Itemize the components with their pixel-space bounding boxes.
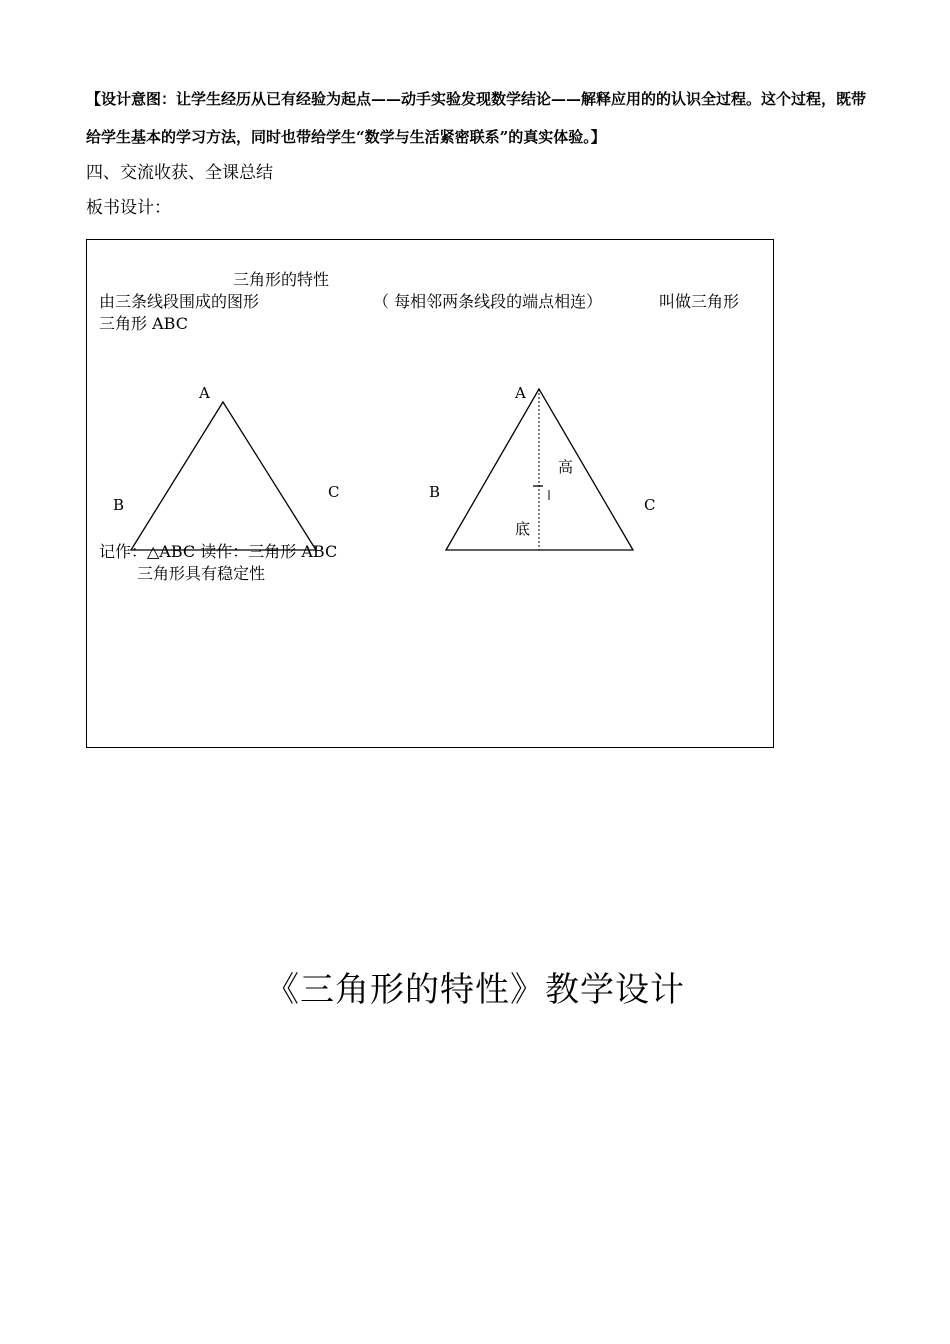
t2-vertex-a: A	[515, 384, 526, 402]
notation-text: 记作：△ABC 读作：三角形 ABC	[99, 542, 338, 561]
document-title: 《三角形的特性》教学设计	[265, 970, 685, 1010]
height-label: 高	[558, 458, 574, 476]
triangle-abc	[131, 402, 316, 550]
board-title: 三角形的特性	[233, 270, 330, 289]
t1-vertex-b: B	[113, 496, 125, 514]
section-heading: 四、交流收获、全课总结	[86, 163, 273, 183]
t2-vertex-c: C	[644, 496, 656, 514]
t1-vertex-a: A	[199, 384, 210, 402]
design-intent-paragraph: 【设计意图：让学生经历从已有经验为起点——动手实验发现数学结论——解释应用的的认识全过程。这个过程，既带给学生基本的学习方法，同时也带给学生“数学与生活紧密联系”的真实体验。】	[86, 90, 867, 146]
base-label: 底	[515, 520, 531, 538]
t2-vertex-b: B	[429, 483, 441, 501]
blackboard-design-box	[86, 239, 774, 748]
definition-part2: （ 每相邻两条线段的端点相连）	[373, 292, 603, 311]
definition-part1: 由三条线段围成的图形	[99, 292, 260, 311]
t1-vertex-c: C	[328, 483, 340, 501]
definition-part3: 叫做三角形	[659, 292, 740, 311]
stability-text: 三角形具有稳定性	[137, 564, 266, 583]
triangle-name: 三角形 ABC	[99, 314, 188, 333]
board-design-label: 板书设计：	[86, 198, 171, 218]
